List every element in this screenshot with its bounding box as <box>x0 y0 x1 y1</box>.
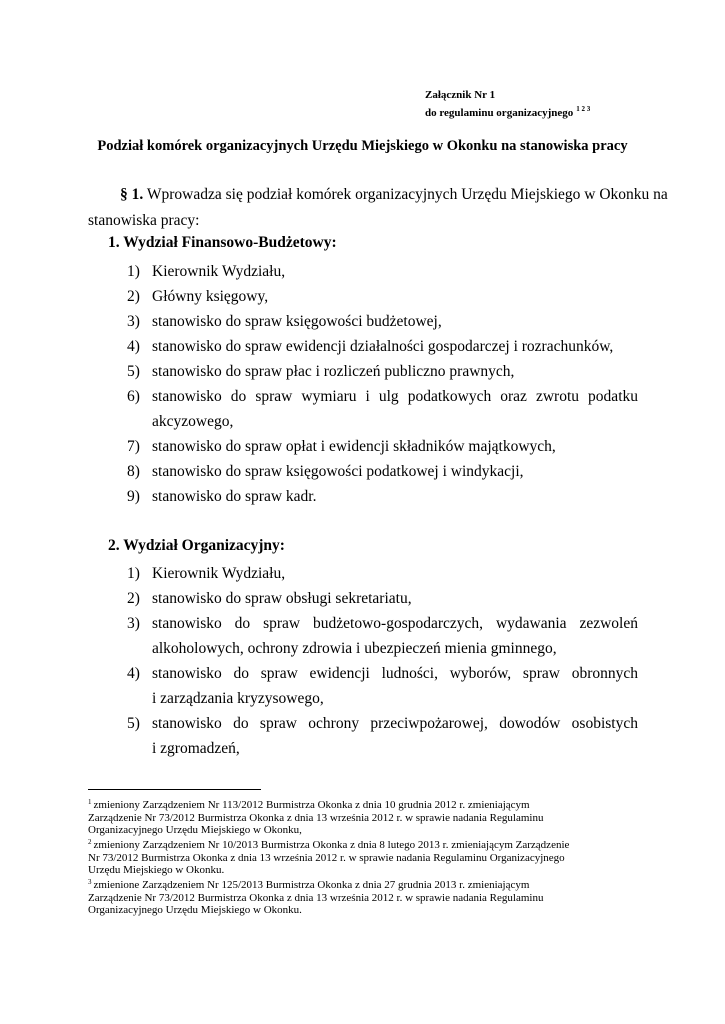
list-item <box>127 484 638 509</box>
list-item <box>127 711 638 761</box>
list-item <box>127 661 638 711</box>
footnote-line: Organizacyjnego Urzędu Miejskiego w Okonku, <box>88 824 302 837</box>
list-item <box>127 334 638 359</box>
list-item <box>127 259 638 284</box>
item-text: Kierownik Wydziału, <box>152 565 286 582</box>
footnote-1 <box>88 796 648 837</box>
item-text: Kierownik Wydziału, <box>152 263 286 280</box>
footnote-mark: 3 <box>88 878 92 886</box>
item-number: 5) <box>127 363 140 380</box>
list-item <box>127 434 638 459</box>
item-text: Główny księgowy, <box>152 288 269 305</box>
document-title: Podział komórek organizacyjnych Urzędu Miejskiego w Okonku na stanowiska pracy <box>97 138 628 154</box>
item-number: 7) <box>127 438 140 455</box>
item-number: 2) <box>127 590 140 607</box>
annex-footnote-refs: 1 2 3 <box>576 105 591 113</box>
item-number: 6) <box>127 388 140 405</box>
item-text: stanowisko do spraw księgowości podatkowej i windykacji, <box>152 463 524 480</box>
item-text: stanowisko do spraw księgowości budżetowej, <box>152 313 442 330</box>
intro-line-1 <box>88 182 668 208</box>
intro-text: Wprowadza się podział komórek organizacyjnych Urzędu Miejskiego w Okonku na <box>146 186 668 203</box>
annex-number: Załącznik Nr 1 <box>425 89 496 101</box>
item-text-continued: i zarządzania kryzysowego, <box>152 690 324 707</box>
list-item <box>127 611 638 661</box>
item-number: 4) <box>127 665 140 682</box>
section-heading-organizational: 2. Wydział Organizacyjny: <box>108 537 285 554</box>
item-text-continued: i zgromadzeń, <box>152 740 240 757</box>
footnote-mark: 2 <box>88 838 92 846</box>
list-item <box>127 561 638 586</box>
item-text: stanowisko do spraw obsługi sekretariatu, <box>152 590 412 607</box>
footnote-text: zmieniony Zarządzeniem Nr 10/2013 Burmistrza Okonka z dnia 8 lutego 2013 r. zmieniającym Zarządzenie <box>93 839 570 851</box>
footnote-line: Zarządzenie Nr 73/2012 Burmistrza Okonka z dnia 13 września 2012 r. w sprawie nadania Regulaminu <box>88 811 544 824</box>
footnote-text: zmienione Zarządzeniem Nr 125/2013 Burmistrza Okonka z dnia 27 grudnia 2013 r. zmieniającym <box>93 879 530 891</box>
item-number: 1) <box>127 263 140 280</box>
footnote-text: zmieniony Zarządzeniem Nr 113/2012 Burmistrza Okonka z dnia 10 grudnia 2012 r. zmieniającym <box>93 799 530 811</box>
item-text-continued: alkoholowych, ochrony zdrowia i ubezpieczeń mienia gminnego, <box>152 640 557 657</box>
item-text: stanowisko do spraw ewidencji działalności gospodarczej i rozrachunków, <box>152 338 614 355</box>
item-text: stanowisko do spraw wymiaru i ulg podatkowych oraz zwrotu podatku <box>152 388 638 405</box>
item-number: 5) <box>127 715 140 732</box>
annex-subtitle-text: do regulaminu organizacyjnego <box>425 107 574 119</box>
footnote-line: Urzędu Miejskiego w Okonku. <box>88 864 225 877</box>
list-item <box>127 359 638 384</box>
item-number: 1) <box>127 565 140 582</box>
footnote-line <box>88 796 648 812</box>
item-number: 9) <box>127 488 140 505</box>
item-number: 4) <box>127 338 140 355</box>
item-text: stanowisko do spraw kadr. <box>152 488 317 505</box>
intro-paragraph <box>88 182 668 234</box>
footnote-line: Zarządzenie Nr 73/2012 Burmistrza Okonka z dnia 13 września 2012 r. w sprawie nadania Regulaminu <box>88 891 544 904</box>
item-number: 8) <box>127 463 140 480</box>
section-mark: § 1. <box>120 186 144 203</box>
annex-header <box>425 88 590 120</box>
item-text: stanowisko do spraw ochrony przeciwpożarowej, dowodów osobistych <box>152 715 638 732</box>
item-number: 2) <box>127 288 140 305</box>
list-item <box>127 459 638 484</box>
item-text-continued: akcyzowego, <box>152 413 234 430</box>
footnote-separator <box>88 789 261 790</box>
footnote-line <box>88 836 648 852</box>
footnote-line: Organizacyjnego Urzędu Miejskiego w Okonku. <box>88 904 302 917</box>
list-item <box>127 384 638 434</box>
list-item <box>127 284 638 309</box>
footnote-2 <box>88 836 648 877</box>
footnote-3 <box>88 876 648 917</box>
annex-subtitle <box>425 102 590 120</box>
list-item <box>127 586 638 611</box>
item-text: stanowisko do spraw budżetowo-gospodarczych, wydawania zezwoleń <box>152 615 638 632</box>
intro-line-2: stanowiska pracy: <box>88 212 200 229</box>
footnote-line <box>88 876 648 892</box>
item-number: 3) <box>127 615 140 632</box>
list-item <box>127 309 638 334</box>
section-heading-finance: 1. Wydział Finansowo-Budżetowy: <box>108 234 337 251</box>
footnote-line: Nr 73/2012 Burmistrza Okonka z dnia 13 września 2012 r. w sprawie nadania Regulaminu Organizacyjnego <box>88 851 565 864</box>
item-text: stanowisko do spraw opłat i ewidencji składników majątkowych, <box>152 438 556 455</box>
item-text: stanowisko do spraw ewidencji ludności, wyborów, spraw obronnych <box>152 665 638 682</box>
footnote-mark: 1 <box>88 798 92 806</box>
item-number: 3) <box>127 313 140 330</box>
item-text: stanowisko do spraw płac i rozliczeń publiczno prawnych, <box>152 363 515 380</box>
